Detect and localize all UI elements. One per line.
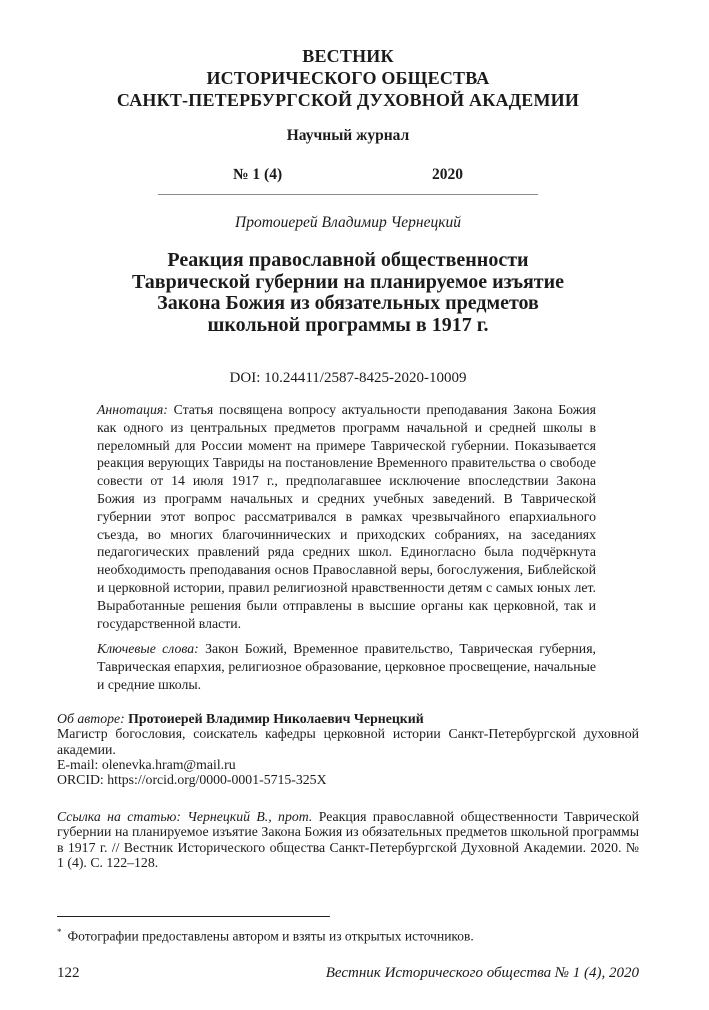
page-number: 122 [57,965,80,981]
article-title [57,250,639,336]
citation-section [57,809,639,871]
article-doi: DOI: 10.24411/2587-8425-2020-10009 [229,370,467,386]
author-orcid: ORCID: https://orcid.org/0000-0001-5715-325X [57,772,327,788]
author-email: E-mail: olenevka.hram@mail.ru [57,756,236,772]
article-title-line-1: Реакция православной общественности [167,249,529,271]
keywords-paragraph [97,640,596,693]
about-author-section [57,711,639,788]
abstract-section [97,401,596,694]
about-author-label: Об авторе: [57,710,125,726]
running-title: Вестник Исторического общества № 1 (4), 2020 [325,965,639,981]
page-footer [57,965,639,982]
issue-number: № 1 (4) [232,166,283,183]
issue-row [158,166,538,184]
masthead-divider [158,194,538,195]
keywords-text: Закон Божий, Временное правительство, Таврическая губерния, Таврическая епархия, религиозное образование, церковное просвещение, начальные и средние школы. [97,641,596,692]
abstract-paragraph [97,401,596,632]
footnote-marker: * [57,927,62,937]
article-title-line-3: Закона Божия из обязательных предметов [157,292,539,314]
author-bio: Магистр богословия, соискатель кафедры церковной истории Санкт-Петербургской духовной академии. [57,726,639,757]
footnote-paragraph [57,924,639,945]
keywords-label: Ключевые слова: [97,641,199,657]
article-title-line-4: школьной программы в 1917 г. [207,313,489,336]
citation-paragraph [57,809,639,871]
journal-title [57,45,639,111]
about-author-heading [57,711,639,726]
journal-title-line-3: САНКТ-ПЕТЕРБУРГСКОЙ ДУХОВНОЙ АКАДЕМИИ [116,90,580,110]
footnote-divider [57,916,330,917]
author-name: Протоиерей Владимир Николаевич Чернецкий [128,710,424,726]
issue-year: 2020 [432,166,464,183]
footnote-text: Фотографии предоставлены автором и взяты из открытых источников. [67,928,474,944]
journal-masthead [57,0,639,195]
article-author-line: Протоиерей Владимир Чернецкий [235,214,461,231]
citation-text: Реакция православной общественности Таврической губернии на планируемое изъятие Закона Божия из обязательных предметов школьной программы в 1917 г. // Вестник Исторического общества Санкт-Петербургской Духовной Академии. 2020. № 1 (4). С. 122–128. [57,808,639,870]
article-title-line-2: Таврической губернии на планируемое изъятие [131,270,565,293]
journal-title-line-2: ИСТОРИЧЕСКОГО ОБЩЕСТВА [206,68,490,88]
journal-title-line-1: ВЕСТНИК [302,46,394,66]
citation-label: Ссылка на статью: Чернецкий В., прот. [57,808,313,824]
footnote [57,916,639,945]
abstract-text: Статья посвящена вопросу актуальности преподавания Закона Божия как одного из центральных предметов программ начальной и средней школы в переломный для России момент на примере Таврической губернии. Показывается реакция верующих Тавриды на постановление Временного правительства о свободе совести от 14 июля 1917 г., предполагавшее исключение впоследствии Закона Божия из программ начальных и средних учебных заведений. В Таврической губернии этот вопрос рассматривался в рамках чрезвычайного епархиального съезда, во многих благочиннических и приходских собраниях, на заседаниях педагогических правлений ряда средних школ. Единогласно была подчёркнута необходимость преподавания основ Православной веры, богослужения, Библейской и церковной истории, правил религиозной нравственности детям с самых юных лет. Выработанные решения были отправлены в высшие органы как церковной, так и государственной власти. [97,402,596,631]
journal-subtitle: Научный журнал [286,127,410,144]
abstract-label: Аннотация: [97,402,168,417]
